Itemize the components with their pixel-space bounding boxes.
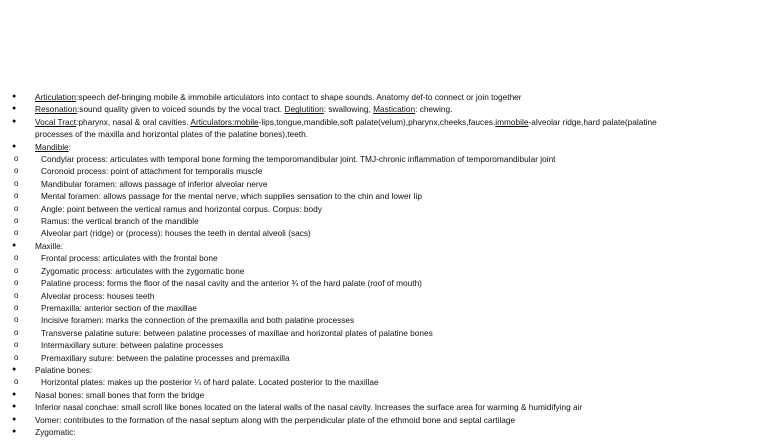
hollow-bullet-icon: o (14, 290, 19, 300)
list-item-text (41, 353, 290, 363)
list-item (0, 91, 784, 103)
list-item-text (41, 340, 223, 350)
underlined-term: Mastication (373, 104, 416, 115)
text-run: Zygomatic process: articulates with the zygomatic bone (41, 265, 245, 276)
hollow-bullet-icon: o (14, 203, 19, 213)
hollow-bullet-icon: o (14, 166, 19, 176)
sub-list-item (0, 165, 784, 177)
hollow-bullet-icon: o (14, 352, 19, 362)
sub-list-item (0, 277, 784, 289)
sub-list-item (0, 252, 784, 264)
text-run: Coronoid process: point of attachment for temporalis muscle (41, 166, 263, 177)
text-run: : (68, 141, 71, 152)
sub-list-item (0, 215, 784, 227)
list-item (0, 389, 784, 401)
sub-list-item (0, 327, 784, 339)
text-run: : swallowing, (323, 104, 374, 115)
sub-list-item (0, 265, 784, 277)
hollow-bullet-icon: o (14, 178, 19, 188)
text-run: :sound quality given to voiced sounds by the vocal tract. (76, 104, 285, 115)
text-run: Premaxilla: anterior section of the maxillae (41, 302, 197, 313)
hollow-bullet-icon: o (14, 216, 19, 226)
bullet-icon: ● (12, 117, 17, 125)
list-item-text (41, 377, 379, 387)
underlined-term: Resonation (35, 104, 77, 115)
sub-list-item (0, 290, 784, 302)
hollow-bullet-icon: o (14, 265, 19, 275)
underlined-term: Vocal Tract (35, 116, 77, 127)
sub-list-item (0, 352, 784, 364)
text-run: Intermaxillary suture: between palatine processes (41, 340, 224, 351)
hollow-bullet-icon: o (14, 154, 19, 164)
list-item (0, 426, 784, 438)
text-run: Maxille: (35, 240, 64, 251)
bullet-icon: ● (12, 427, 17, 435)
text-run: Incisive foramen: marks the connection of the premaxilla and both palatine processes (41, 315, 355, 326)
hollow-bullet-icon: o (14, 315, 19, 325)
text-run: :speech def-bringing mobile & immobile articulators into contact to shape sounds. Anatomy def-to connect or join together (76, 92, 522, 102)
text-run: Alveolar process: houses teeth (41, 290, 155, 301)
bullet-icon: ● (12, 105, 17, 113)
text-run: Frontal process: articulates with the frontal bone (41, 253, 218, 264)
list-item (0, 414, 784, 426)
sub-list-item (0, 190, 784, 202)
underlined-term: Mandible (35, 141, 69, 152)
sub-list-item (0, 153, 784, 165)
hollow-bullet-icon: o (14, 377, 19, 387)
text-run: Mandibular foramen: allows passage of inferior alveolar nerve (41, 178, 268, 189)
bullet-icon: ● (12, 403, 17, 411)
hollow-bullet-icon: o (14, 228, 19, 238)
text-run: Angle: point between the vertical ramus and horizontal corpus. Corpus: body (41, 203, 322, 214)
list-item-text (41, 291, 154, 301)
list-item-text (41, 278, 422, 288)
list-item-text (41, 315, 354, 325)
hollow-bullet-icon: o (14, 191, 19, 201)
list-item-text (35, 365, 92, 375)
list-item-text (41, 216, 199, 226)
list-item-text (35, 104, 452, 114)
list-item-text (35, 92, 522, 102)
text-run: Horizontal plates: makes up the posterior ¼ of hard palate. Located posterior to the maxillae (41, 377, 379, 388)
list-item-text (35, 116, 695, 141)
list-item-text (41, 303, 197, 313)
text-run: Alveolar part (ridge) or (process): houses the teeth in dental alveoli (sacs) (41, 228, 311, 239)
text-run: Premaxillary suture: between the palatine processes and premaxilla (41, 352, 290, 363)
text-run: Palatine process: forms the floor of the nasal cavity and the anterior ¾ of the hard palate (roof of mouth) (41, 278, 422, 289)
list-item (0, 364, 784, 376)
list-item-text (41, 266, 244, 276)
underlined-term: Articulation (35, 92, 77, 102)
text-run: -lips,tongue,mandible,soft palate(velum),pharynx,cheeks,fauces. (258, 116, 496, 127)
list-item-text (41, 179, 267, 189)
hollow-bullet-icon: o (14, 327, 19, 337)
list-item-text (41, 328, 433, 338)
list-item-text (41, 228, 311, 238)
text-run: : chewing. (415, 104, 453, 115)
list-item-text (41, 253, 218, 263)
sub-list-item (0, 302, 784, 314)
text-run: Palatine bones: (35, 364, 93, 375)
list-item-text (35, 241, 63, 251)
hollow-bullet-icon: o (14, 340, 19, 350)
sub-list-item (0, 314, 784, 326)
bullet-icon: ● (12, 390, 17, 398)
list-item (0, 401, 784, 413)
list-item-text (41, 154, 556, 164)
list-item-text (35, 402, 582, 412)
list-item-text (35, 142, 71, 152)
text-run: Inferior nasal conchae: small scroll like bones located on the lateral walls of the nasal cavity. Increases the surface area for warming & humidifying air (35, 402, 583, 413)
list-item-text (35, 415, 515, 425)
sub-list-item (0, 178, 784, 190)
text-run: Zygomatic: (35, 426, 76, 437)
text-run: Mental foramen: allows passage for the mental nerve, which supplies sensation to the chin and lower lip (41, 191, 422, 202)
underlined-term: immobile (495, 116, 529, 127)
bullet-icon: ● (12, 142, 17, 150)
text-run: :pharynx, nasal & oral cavities. (76, 116, 191, 127)
text-run: Vomer: contributes to the formation of the nasal septum along with the perpendicular plate of the ethmoid bone and septal cartilage (35, 414, 516, 425)
list-item-text (35, 390, 204, 400)
list-item-text (35, 427, 76, 437)
list-item-text (41, 204, 322, 214)
underlined-term: Deglutition (284, 104, 324, 115)
bullet-icon: ● (12, 93, 17, 100)
text-run: -alveolar ridge,hard palate(palatine processes of the maxilla and horizontal plates of the palatine bones),teeth. (35, 116, 657, 140)
list-item-text (41, 191, 422, 201)
sub-list-item (0, 376, 784, 388)
text-run: Nasal bones: small bones that form the bridge (35, 389, 205, 400)
list-item (0, 141, 784, 153)
text-run: Condylar process: articulates with temporal bone forming the temporomandibular joint. TMJ-chronic inflammation of temporomandibular joint (41, 154, 556, 165)
hollow-bullet-icon: o (14, 302, 19, 312)
bullet-icon: ● (12, 365, 17, 373)
underlined-term: Articulators:mobile (190, 116, 259, 127)
list-item (0, 103, 784, 115)
list-item-text (41, 166, 262, 176)
list-item (0, 116, 784, 141)
sub-list-item (0, 227, 784, 239)
hollow-bullet-icon: o (14, 278, 19, 288)
hollow-bullet-icon: o (14, 253, 19, 263)
text-run: Transverse palatine suture: between palatine processes of maxillae and horizontal plates of palatine bones (41, 327, 433, 338)
sub-list-item (0, 203, 784, 215)
text-run: Ramus: the vertical branch of the mandible (41, 216, 199, 227)
bullet-icon: ● (12, 415, 17, 423)
sub-list-item (0, 339, 784, 351)
list-item (0, 240, 784, 252)
bullet-icon: ● (12, 241, 17, 249)
notes-list (0, 91, 784, 438)
